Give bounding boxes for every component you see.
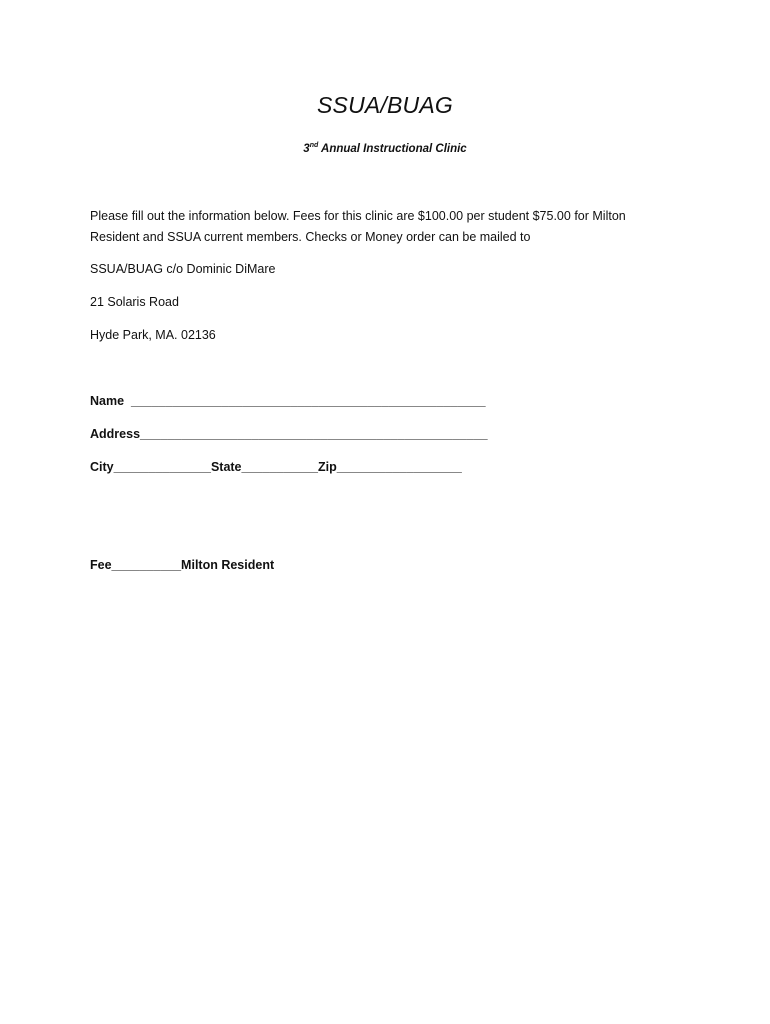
mailing-address-street: 21 Solaris Road xyxy=(90,295,179,309)
intro-line-1: Please fill out the information below. Fees for this clinic are $100.00 per student $75.00 for Milton xyxy=(90,209,626,223)
mailing-address-city: Hyde Park, MA. 02136 xyxy=(90,328,216,342)
intro-line-2: Resident and SSUA current members. Checks or Money order can be mailed to xyxy=(90,230,531,244)
intro-paragraph xyxy=(90,206,690,248)
address-field[interactable]: Address__________________________________________________ xyxy=(90,427,488,441)
document-subtitle xyxy=(0,143,770,155)
fee-field[interactable]: Fee__________Milton Resident xyxy=(90,558,275,572)
mailing-address-recipient: SSUA/BUAG c/o Dominic DiMare xyxy=(90,262,276,276)
subtitle-ordinal: 3 xyxy=(303,143,310,155)
subtitle-text: Annual Instructional Clinic xyxy=(318,143,467,155)
name-field[interactable]: Name ___________________________________________________ xyxy=(90,394,486,408)
subtitle-ordinal-suffix: nd xyxy=(309,142,319,150)
document-title: SSUA/BUAG xyxy=(316,92,453,118)
city-state-zip-field[interactable]: City______________State___________Zip__________________ xyxy=(90,460,462,474)
